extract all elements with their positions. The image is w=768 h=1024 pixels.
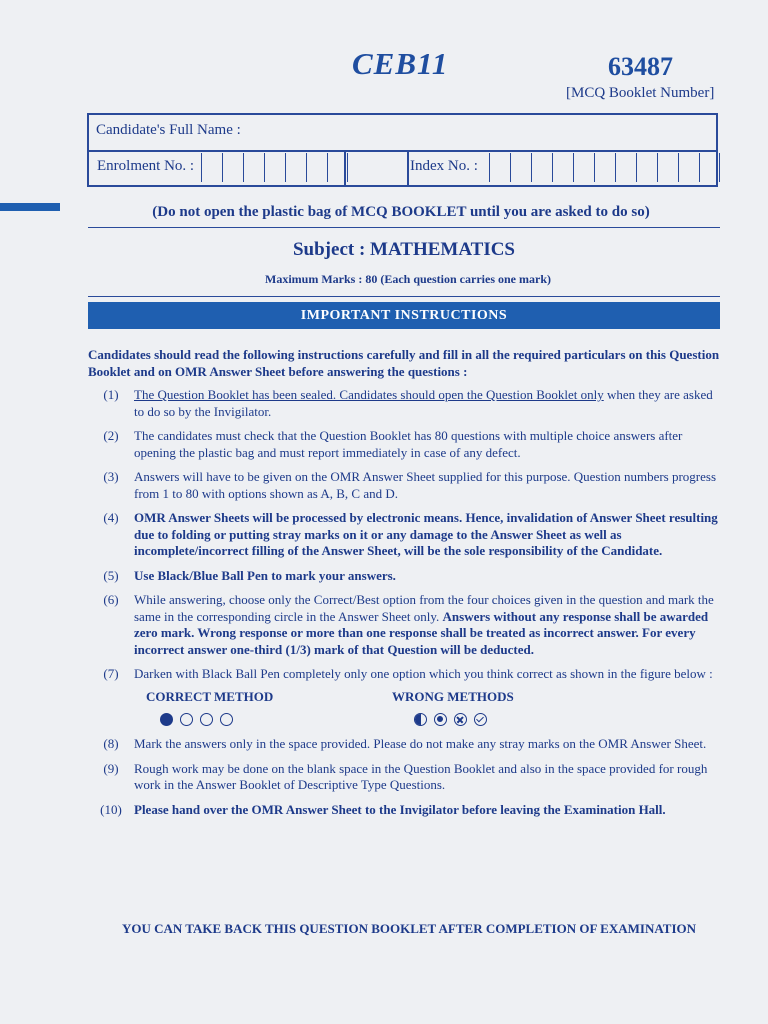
paper-code: CEB11 — [352, 46, 449, 81]
instruction-item: (10) Please hand over the OMR Answer Sheet to the Invigilator before leaving the Examination Hall. — [100, 801, 666, 817]
enrolment-digit-boxes[interactable] — [201, 153, 348, 182]
instruction-item: (3) Answers will have to be given on the OMR Answer Sheet supplied for this purpose. Question numbers progress from 1 to 80 with options shown as A, B, C and D. — [103, 469, 717, 501]
filled-circle-icon — [160, 713, 173, 726]
empty-circle-icon — [200, 713, 213, 726]
wrong-methods-title: WRONG METHODS — [392, 688, 514, 704]
enrolment-label: Enrolment No. : — [97, 158, 195, 174]
empty-circle-icon — [180, 713, 193, 726]
instructions-banner: IMPORTANT INSTRUCTIONS — [88, 302, 720, 329]
empty-circle-icon — [220, 713, 233, 726]
cross-circle-icon — [454, 713, 467, 726]
wrong-methods — [392, 689, 638, 727]
instruction-item: (1) The Question Booklet has been sealed. Candidates should open the Question Booklet only when they are asked to do so by the Invigilator. — [103, 387, 713, 419]
instruction-item: (4) OMR Answer Sheets will be processed by electronic means. Hence, invalidation of Answer Sheet resulting due to folding or putting stray marks on it or any damage to the Answer Sheet as well as incomplete/incorrect filling of the Answer Sheet, will be the sole responsibility of the Candidate. — [103, 510, 718, 558]
full-name-field[interactable] — [89, 115, 716, 152]
instruction-item: (6) While answering, choose only the Correct/Best option from the four choices given in the question and mark the same in the corresponding circle in the Answer Sheet only. Answers without any response shall be awarded zero mark. Wrong response or more than one response shall be treated as incorrect answer. For every incorrect answer one-third (1/3) mark of that Question will be deducted. — [103, 592, 714, 657]
index-field[interactable] — [407, 150, 716, 187]
booklet-number: 63487 — [608, 52, 673, 81]
instructions-intro: Candidates should read the following instructions carefully and fill in all the required particulars on this Question Booklet and on OMR Answer Sheet before answering the questions : — [88, 347, 720, 379]
booklet-number-label: [MCQ Booklet Number] — [566, 85, 715, 101]
dot-circle-icon — [434, 713, 447, 726]
maximum-marks: Maximum Marks : 80 (Each question carries one mark) — [265, 272, 551, 286]
tick-circle-icon — [474, 713, 487, 726]
enrolment-field[interactable] — [89, 150, 346, 187]
instruction-list — [88, 387, 720, 826]
instruction-item: (9) Rough work may be done on the blank space in the Question Booklet and also in the space provided for rough work in the Answer Booklet of Descriptive Type Questions. — [103, 760, 708, 792]
index-label: Index No. : — [410, 158, 478, 174]
instruction-item: (2) The candidates must check that the Question Booklet has 80 questions with multiple choice answers after opening the plastic bag and must report immediately in case of any defect. — [103, 428, 683, 460]
candidate-details-box — [87, 113, 718, 187]
opening-notice: (Do not open the plastic bag of MCQ BOOKLET until you are asked to do so) — [152, 204, 650, 220]
instruction-item: (5) Use Black/Blue Ball Pen to mark your answers. — [103, 567, 396, 583]
instruction-item: (7) Darken with Black Ball Pen completely only one option which you think correct as shown in the figure below : — [103, 666, 713, 681]
subject-title: Subject : MATHEMATICS — [292, 239, 516, 260]
divider — [88, 296, 720, 297]
marking-methods-figure — [146, 689, 720, 727]
index-digit-boxes[interactable] — [489, 153, 720, 182]
instruction-item: (8) Mark the answers only in the space provided. Please do not make any stray marks on the OMR Answer Sheet. — [103, 736, 707, 751]
full-name-label: Candidate's Full Name : — [96, 122, 241, 138]
correct-method-title: CORRECT METHOD — [146, 688, 274, 704]
half-filled-circle-icon — [414, 713, 427, 726]
divider — [88, 227, 720, 228]
details-spacer — [344, 150, 409, 187]
correct-method — [146, 689, 392, 727]
footer-notice: YOU CAN TAKE BACK THIS QUESTION BOOKLET AFTER COMPLETION OF EXAMINATION — [121, 921, 697, 936]
